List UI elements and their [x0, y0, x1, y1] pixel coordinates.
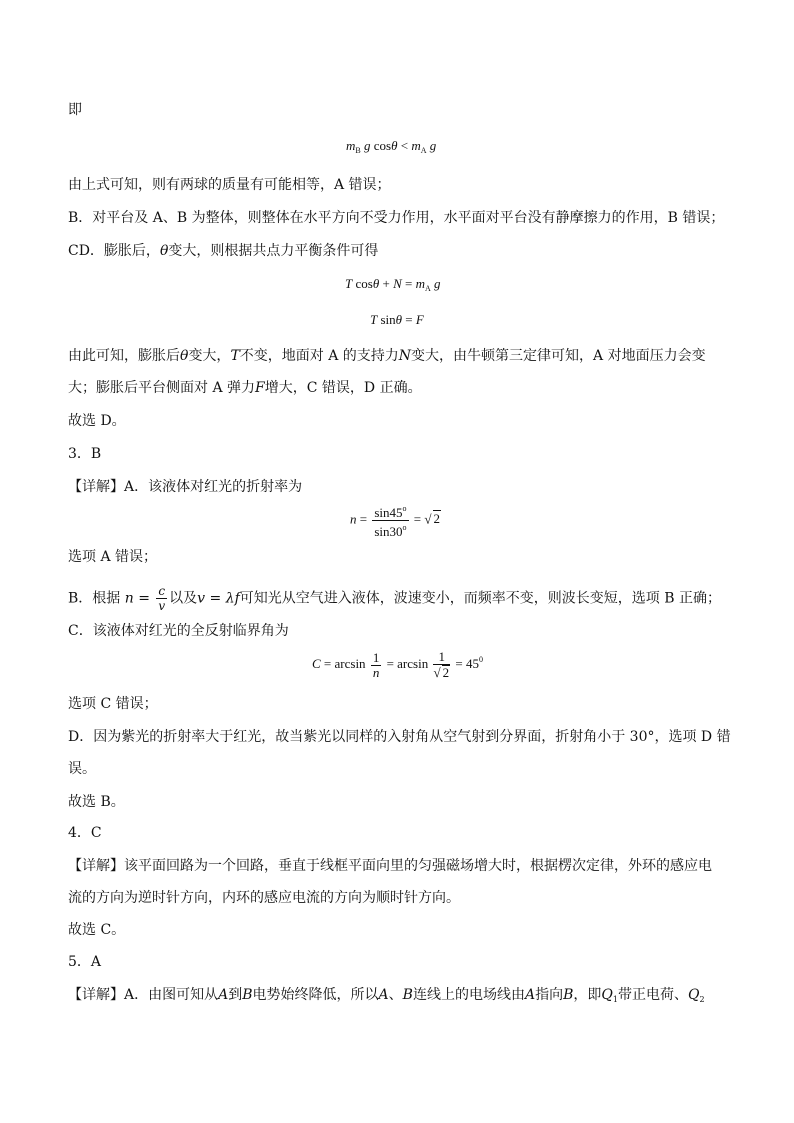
text-line: C．该液体对红光的全反射临界角为 — [68, 623, 289, 639]
question-number: 4．C — [68, 825, 102, 841]
text-line: 故选 C。 — [68, 922, 126, 938]
text-line: 【详解】A．该液体对红光的折射率为 — [68, 479, 303, 495]
text-line: CD．膨胀后，θ变大，则根据共点力平衡条件可得 — [68, 243, 379, 259]
text-line: 由此可知，膨胀后θ变大，T不变，地面对 A 的支持力N变大，由牛顿第三定律可知，A 对地面压力会变 — [68, 348, 706, 364]
equation-1: $m_B$ g $\cos\theta < m_A$ g — [346, 138, 437, 155]
text-line: 大；膨胀后平台侧面对 A 弹力F增大，C 错误，D 正确。 — [68, 380, 422, 396]
text-line: D．因为紫光的折射率大于红光，故当紫光以同样的入射角从空气射到分界面，折射角小于 30°，选项 D 错 — [68, 729, 731, 745]
text-line: B．根据 n = $\frac{c}{v}$ 以及v = λf可知光从空气进入液体，波速变小，而频率不变，则波长变短，选项 B 正确； — [68, 584, 721, 613]
question-number: 3．B — [68, 446, 102, 462]
text-line: 流的方向为逆时针方向，内环的感应电流的方向为顺时针方向。 — [68, 890, 460, 906]
text-line: 【详解】A．由图可知从A到B电势始终降低，所以A、B连线上的电场线由A指向B，即$Q_1$带正电荷、$Q_2$ — [68, 987, 705, 1004]
text-line: 故选 D。 — [68, 413, 126, 429]
text-line: B．对平台及 A、B 为整体，则整体在水平方向不受力作用，水平面对平台没有静摩擦力的作用，B 错误； — [68, 210, 725, 226]
text-line: 误。 — [68, 761, 96, 777]
text-line: 故选 B。 — [68, 794, 125, 810]
question-number: 5．A — [68, 954, 102, 970]
text-line: 【详解】该平面回路为一个回路，垂直于线框平面向里的匀强磁场增大时，根据楞次定律，外环的感应电 — [68, 858, 712, 874]
equation-4: n = $\frac{\sin 45^o}{\sin 30^o}$ = √ 2 — [350, 504, 440, 539]
equation-6: C = arcsin $\frac{1}{n}$ = arcsin $\frac{1}{√ 2}$ = $45^0$ — [312, 649, 483, 680]
text-line: 由上式可知，则有两球的质量有可能相等，A 错误； — [68, 177, 391, 193]
text-line: 选项 C 错误； — [68, 696, 158, 712]
equation-3: T sinθ = F — [370, 312, 424, 327]
text-line: 即 — [68, 102, 82, 118]
equation-2: T $\cos\theta + N = m_A$ g — [345, 276, 441, 293]
text-line: 选项 A 错误； — [68, 549, 158, 565]
